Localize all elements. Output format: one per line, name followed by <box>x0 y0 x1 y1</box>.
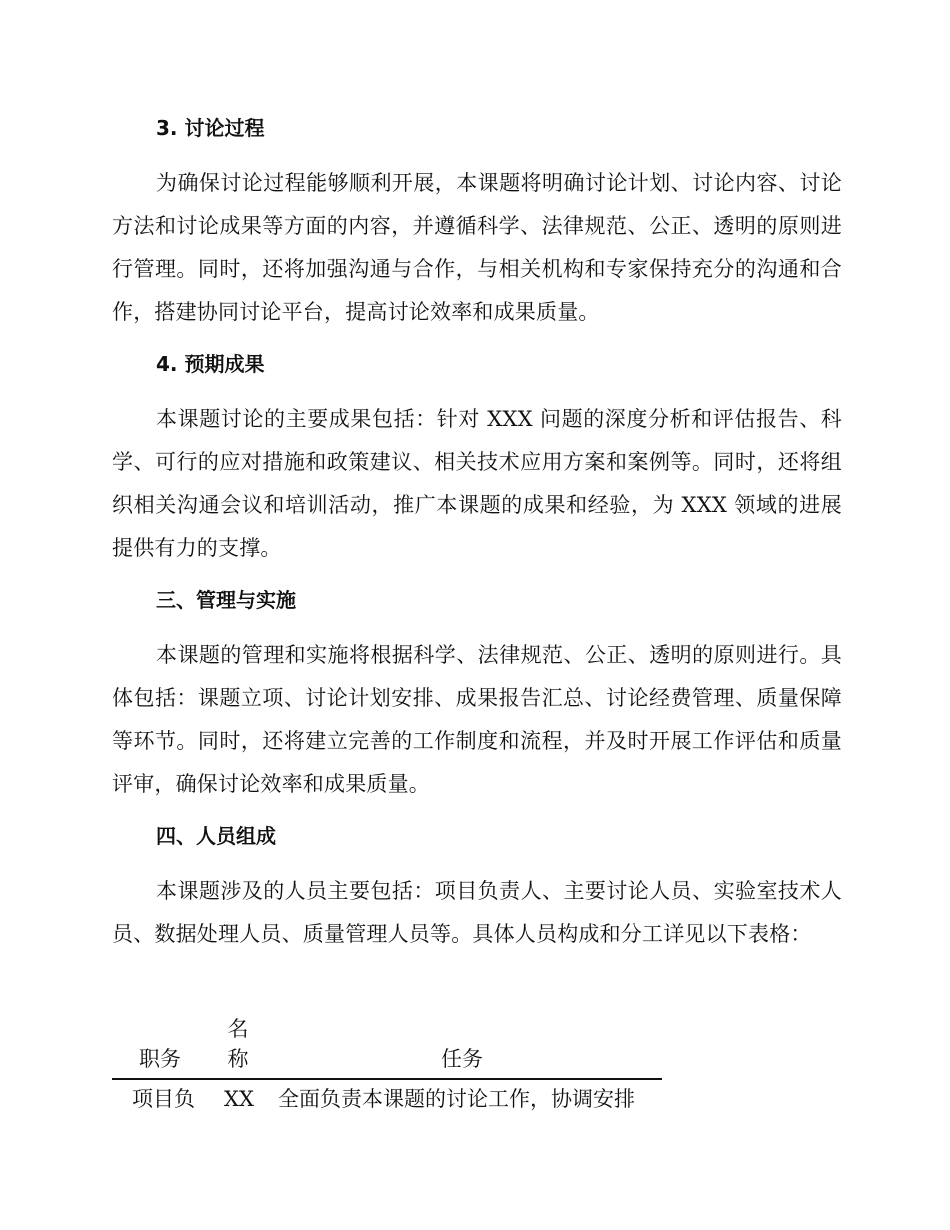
section-heading-management: 三、管理与实施 <box>156 588 296 612</box>
staff-table <box>112 1018 662 1120</box>
table-row <box>112 1080 662 1120</box>
paragraph-discussion-process: 为确保讨论过程能够顺利开展，本课题将明确讨论计划、讨论内容、讨论方法和讨论成果等方面的内容，并遵循科学、法律规范、公正、透明的原则进行管理。同时，还将加强沟通与合作，与相关机构和专家保持充分的沟通和合作，搭建协同讨论平台，提高讨论效率和成果质量。 <box>112 171 842 324</box>
header-role: 职务 <box>139 1047 181 1071</box>
section-heading-discussion-process: 3. 讨论过程 <box>156 116 265 140</box>
paragraph-personnel: 本课题涉及的人员主要包括：项目负责人、主要讨论人员、实验室技术人员、数据处理人员、质量管理人员等。具体人员构成和分工详见以下表格： <box>112 879 842 946</box>
section-heading-personnel: 四、人员组成 <box>156 824 276 848</box>
paragraph-expected-results: 本课题讨论的主要成果包括：针对 XXX 问题的深度分析和评估报告、科学、可行的应对措施和政策建议、相关技术应用方案和案例等。同时，还将组织相关沟通会议和培训活动，推广本课题的成果和经验，为 XXX 领域的进展提供有力的支撑。 <box>112 407 842 560</box>
paragraph-management: 本课题的管理和实施将根据科学、法律规范、公正、透明的原则进行。具体包括：课题立项、讨论计划安排、成果报告汇总、讨论经费管理、质量保障等环节。同时，还将建立完善的工作制度和流程，并及时开展工作评估和质量评审，确保讨论效率和成果质量。 <box>112 643 842 796</box>
cell-role: 项目负 <box>132 1087 195 1111</box>
cell-task: 全面负责本课题的讨论工作，协调安排 <box>278 1087 635 1111</box>
section-heading-expected-results: 4. 预期成果 <box>156 352 265 376</box>
cell-name: XX <box>224 1087 254 1111</box>
staff-table-header <box>112 1018 662 1080</box>
header-task: 任务 <box>441 1047 483 1071</box>
header-name: 名称 <box>227 1017 249 1071</box>
